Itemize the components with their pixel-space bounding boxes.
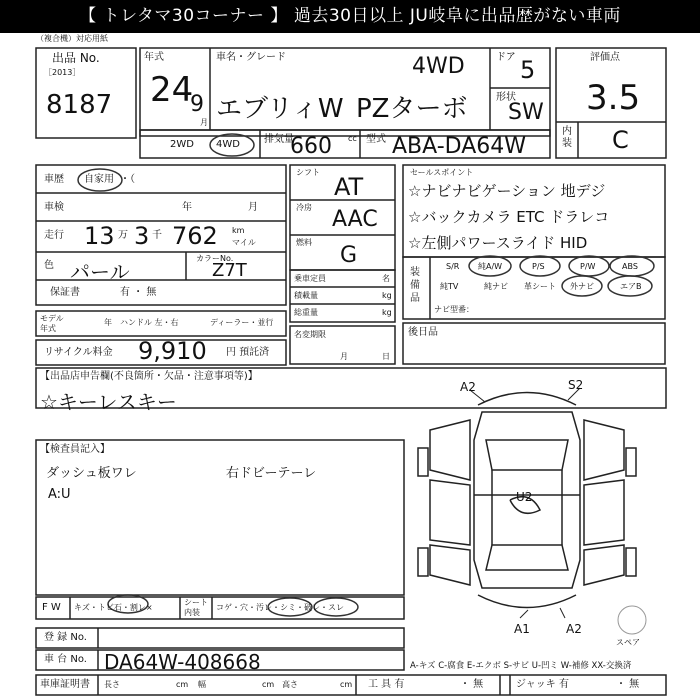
- mark-u2: U2: [516, 490, 533, 504]
- interior-label: 内装: [562, 126, 572, 149]
- cert-unit-3: cm: [340, 680, 353, 689]
- damage-legend: A-キズ C-腐食 E-エクボ S-サビ U-凹ミ W-補修 XX-交換済: [410, 661, 632, 671]
- inspector-note-1: ダッシュ板ワレ: [46, 466, 137, 481]
- chassis-label: 車 台 No.: [44, 654, 87, 665]
- color-code-value: Z7T: [212, 260, 247, 281]
- sales-point-2: ☆バックカメラ ETC ドラレコ: [408, 208, 610, 226]
- color-value: パール: [70, 260, 130, 284]
- name-change-label: 名変期限: [294, 330, 326, 339]
- top-note: （複合機）対応用紙: [36, 34, 108, 43]
- equip-ps: P/S: [532, 262, 545, 271]
- name-change-month: 月: [340, 352, 348, 361]
- fuel-label: 燃料: [296, 238, 312, 247]
- cert-height: 高さ: [282, 680, 298, 689]
- lot-label: 出品 No.: [52, 51, 100, 65]
- inspection-label: 車検: [44, 202, 64, 213]
- mileage-man-unit: 万: [118, 230, 128, 241]
- model-code-value: ABA-DA64W: [392, 134, 526, 159]
- equip-leather: 革シート: [524, 282, 556, 291]
- doors-value: 5: [520, 56, 536, 84]
- model-spec-label: モデル 年式: [40, 314, 64, 333]
- cert-unit-1: cm: [176, 680, 189, 689]
- lot-number: 8187: [46, 90, 113, 120]
- model-year-month-unit: 月: [200, 118, 208, 127]
- recycle-value: 9,910: [138, 337, 207, 365]
- displacement-value: 660: [290, 134, 332, 159]
- load-label: 積載量: [294, 291, 318, 300]
- equip-alloy: 純A/W: [478, 262, 503, 271]
- declaration-text: ☆キーレスキー: [40, 390, 177, 414]
- declaration-label: 【出品店申告欄(不良箇所・欠品・注意事項等)】: [40, 371, 258, 382]
- model-year-label: 年式: [144, 52, 164, 63]
- car-name-label: 車名・グレード: [216, 52, 286, 63]
- equip-pw: P/W: [580, 262, 596, 271]
- car-drive-value: 4WD: [412, 54, 465, 79]
- mark-s2: S2: [568, 378, 584, 392]
- spare-tire-icon: [618, 606, 646, 634]
- color-label: 色: [44, 260, 54, 271]
- tools-options: ・ 無: [460, 679, 484, 690]
- seat-text: コゲ・穴・汚レ・シミ・破レ・スレ: [216, 603, 344, 612]
- equipment-label: 装備品: [410, 267, 420, 304]
- equip-navi-model: ナビ型番：: [434, 305, 474, 314]
- inspector-label: 【検査員記入】: [40, 444, 110, 455]
- doors-label: ドア: [496, 52, 516, 63]
- fuel-value: G: [340, 243, 358, 268]
- mileage-label: 走行: [44, 230, 64, 241]
- mileage-man: 13: [84, 222, 115, 250]
- car-name-value: エブリィW: [216, 94, 344, 124]
- mark-a1: A1: [514, 622, 530, 636]
- equip-navi: 純ナビ: [484, 282, 508, 291]
- name-change-day: 日: [382, 352, 390, 361]
- equip-tv: 純TV: [440, 282, 459, 291]
- color-code-label: カラーNo.: [196, 254, 234, 263]
- body-type-label: 形状: [496, 92, 516, 103]
- inspection-year: 年: [182, 202, 192, 213]
- recycle-unit: 円 預託済: [226, 347, 270, 358]
- equip-airbag: エアB: [620, 282, 642, 291]
- model-year-value: 24: [150, 70, 194, 110]
- history-label: 車歴: [44, 174, 64, 185]
- mileage-unit-mile: マイル: [232, 238, 256, 247]
- two-wd-option: 2WD: [170, 139, 194, 150]
- score-value: 3.5: [586, 78, 641, 118]
- sales-points-label: セールスポイント: [410, 168, 474, 177]
- weight-label: 総重量: [294, 308, 318, 317]
- history-private: 自家用: [84, 174, 114, 185]
- load-unit: kg: [382, 291, 392, 300]
- capacity-label: 乗車定員: [294, 274, 326, 283]
- inspection-month: 月: [248, 202, 258, 213]
- recycle-label: リサイクル料金: [44, 347, 113, 358]
- mileage-sen: 3: [134, 222, 150, 250]
- inspector-note-3: 右ドビーテーレ: [226, 466, 317, 481]
- jack-label: ジャッキ 有: [516, 679, 569, 690]
- model-spec-year: 年: [104, 318, 112, 327]
- spare-label: スペア: [616, 638, 640, 647]
- inspector-note-2: A:U: [48, 487, 71, 502]
- four-wd-option: 4WD: [216, 139, 240, 150]
- equip-ext-navi: 外ナビ: [570, 282, 594, 291]
- cert-width: 幅: [198, 680, 206, 689]
- history-rest: ・（: [120, 174, 135, 185]
- car-grade-value: PZターボ: [356, 94, 468, 124]
- postscript-label: 後日品: [408, 327, 438, 338]
- seat-label: シート 内装: [184, 598, 208, 617]
- jack-options: ・ 無: [616, 679, 640, 690]
- fw-label: F W: [42, 602, 61, 613]
- cert-unit-2: cm: [262, 680, 275, 689]
- equip-abs: ABS: [622, 262, 638, 271]
- banner-title: 【 トレタマ30コーナー 】 過去30日以上 JU岐阜に出品歴がない車両: [0, 0, 700, 33]
- sales-point-3: ☆左側パワースライド HID: [408, 234, 588, 252]
- warranty-options: 有 ・ 無: [120, 287, 157, 298]
- warranty-label: 保証書: [50, 287, 80, 298]
- capacity-unit: 名: [382, 274, 390, 283]
- lot-year-tag: ［2013］: [44, 68, 81, 77]
- weight-unit: kg: [382, 308, 392, 317]
- mark-a2-right: A2: [566, 622, 582, 636]
- model-spec-handle: ハンドル 左・右: [120, 318, 179, 327]
- chassis-value: DA64W-408668: [104, 650, 261, 674]
- mark-a2-left: A2: [460, 380, 476, 394]
- mileage-unit-km: km: [232, 226, 245, 235]
- fw-text: キズ・トビ石・割レ×: [74, 603, 153, 612]
- body-type-value: SW: [508, 100, 544, 125]
- model-year-month: 9: [190, 92, 204, 117]
- registration-label: 登 録 No.: [44, 632, 87, 643]
- displacement-label: 排気量: [264, 134, 294, 145]
- tools-label: 工 具 有: [368, 679, 405, 690]
- cert-long: 長さ: [104, 680, 120, 689]
- ac-label: 冷房: [296, 203, 312, 212]
- cert-label: 車庫証明書: [40, 679, 90, 690]
- ac-value: AAC: [332, 207, 378, 232]
- interior-value: C: [612, 126, 629, 154]
- mileage-sen-unit: 千: [152, 230, 162, 241]
- model-code-label: 型式: [366, 134, 386, 145]
- equip-sr: S/R: [446, 262, 460, 271]
- score-label: 評価点: [590, 52, 620, 63]
- displacement-unit: cc: [348, 134, 357, 143]
- model-spec-dealer: ディーラー・並行: [210, 318, 274, 327]
- mileage-rest: 762: [172, 222, 218, 250]
- shift-value: AT: [334, 173, 364, 201]
- sales-point-1: ☆ナビナビゲーション 地デジ: [408, 182, 606, 200]
- shift-label: シフト: [296, 168, 320, 177]
